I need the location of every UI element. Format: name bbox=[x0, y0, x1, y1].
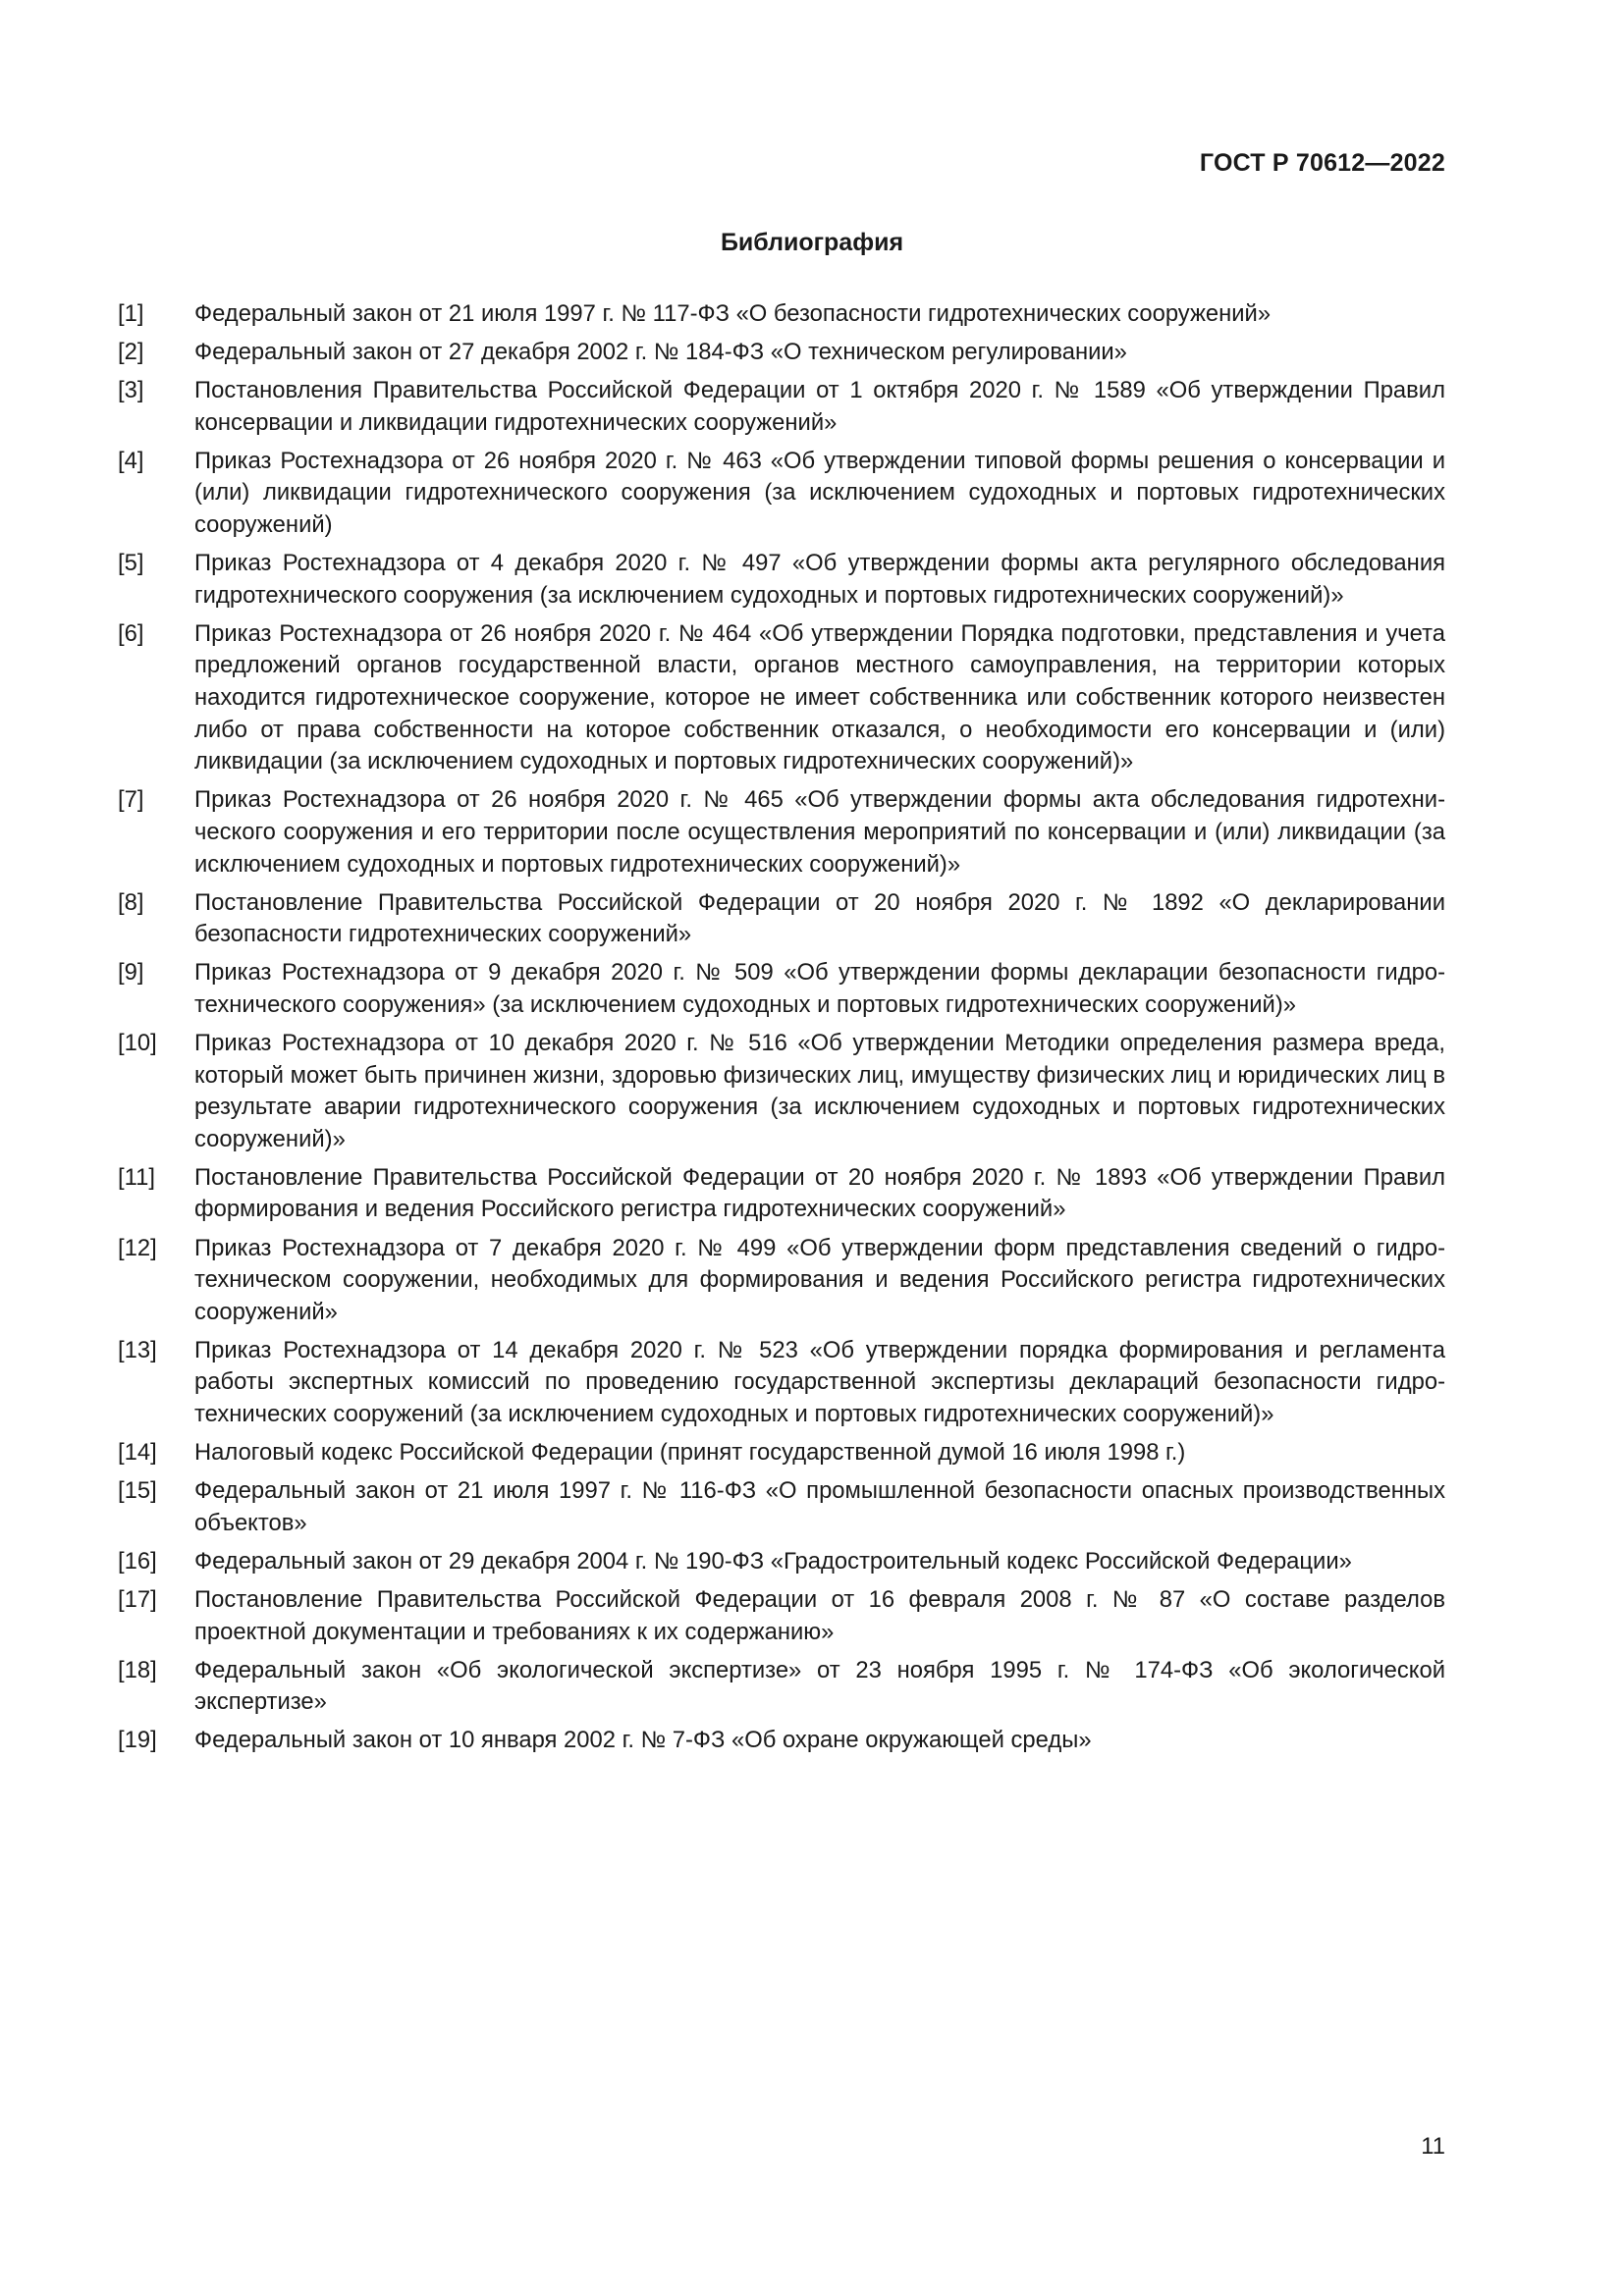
bibliography-text: Приказ Ростехнадзора от 26 ноября 2020 г. № 463 «Об утверждении типовой формы решения о консервации и (или) ликвидации гидротехнического сооружения (за исключением судоходных и портовых гидротехнических сооружений) bbox=[194, 447, 1445, 539]
bibliography-number: [6] bbox=[118, 619, 144, 647]
bibliography-text: Постановления Правительства Российской Федерации от 1 октября 2020 г. № 1589 «Об утверждении Правил консервации и ликвидации гидротехнических сооружений» bbox=[194, 377, 1445, 436]
bibliography-text: Приказ Ростехнадзора от 26 ноября 2020 г. № 464 «Об утверждении Порядка подготовки, представления и учета предложений органов государственной власти, органов местного самоуправления, на территории которых находится гидротехническое сооружение, которое не имеет собственника или собственник которого неизвестен либо от права собственности на которое собственник отказался, о необходимости его консервации и (или) ликвидации (за исключением судоходных и портовых гидротехнических сооружений)» bbox=[194, 619, 1445, 775]
bibliography-number: [4] bbox=[118, 447, 144, 474]
bibliography-number: [14] bbox=[118, 1439, 157, 1467]
bibliography-item bbox=[118, 1233, 1445, 1329]
bibliography-item bbox=[118, 1546, 1445, 1578]
bibliography-number: [11] bbox=[118, 1163, 155, 1191]
bibliography-item bbox=[118, 446, 1445, 542]
bibliography-item bbox=[118, 548, 1445, 612]
bibliography-text: Приказ Ростехнадзора от 9 декабря 2020 г. № 509 «Об утверждении формы декларации безопасности гидротехнического сооружения» (за исключением судоходных и портовых гидротехнических сооружений)» bbox=[194, 959, 1445, 1018]
bibliography-text: Приказ Ростехнадзора от 14 декабря 2020 г. № 523 «Об утверждении порядка формирования и регламента работы экспертных комиссий по проведению государственной экспертизы деклараций безопасности гидротехнических сооружений (за исключением судоходных и портовых гидротехнических сооружений)» bbox=[194, 1336, 1445, 1427]
bibliography-item bbox=[118, 1725, 1445, 1757]
document-code: ГОСТ Р 70612—2022 bbox=[1199, 149, 1445, 177]
bibliography-number: [2] bbox=[118, 339, 144, 366]
bibliography-list bbox=[118, 298, 1445, 1763]
bibliography-number: [5] bbox=[118, 550, 144, 577]
section-title: Библиография bbox=[720, 229, 904, 256]
bibliography-text: Приказ Ростехнадзора от 10 декабря 2020 г. № 516 «Об утверждении Методики определения размера вреда, который может быть причинен жизни, здоровью физических лиц, имуществу физических лиц и юридических лиц в результате аварии гидротехнического сооружения (за исключением судоходных и портовых гидротехнических сооружений)» bbox=[194, 1029, 1445, 1152]
bibliography-item bbox=[118, 1028, 1445, 1155]
bibliography-number: [17] bbox=[118, 1585, 157, 1613]
bibliography-item bbox=[118, 337, 1445, 369]
bibliography-number: [9] bbox=[118, 959, 144, 987]
bibliography-text: Постановление Правительства Российской Федерации от 20 ноября 2020 г. № 1892 «О декларировании безопасности гидротехнических сооружений» bbox=[194, 888, 1445, 948]
bibliography-text: Приказ Ростехнадзора от 7 декабря 2020 г. № 499 «Об утверждении форм представления сведений о гидротехническом сооружении, необходимых для формирования и ведения Российского регистра гидротехнических сооружений» bbox=[194, 1234, 1445, 1325]
bibliography-item bbox=[118, 957, 1445, 1021]
bibliography-number: [16] bbox=[118, 1547, 157, 1575]
bibliography-item bbox=[118, 887, 1445, 951]
bibliography-item bbox=[118, 1162, 1445, 1226]
bibliography-item bbox=[118, 1437, 1445, 1469]
bibliography-text: Федеральный закон от 29 декабря 2004 г. № 190-ФЗ «Градостроительный кодекс Российской Федерации» bbox=[194, 1547, 1352, 1575]
bibliography-number: [15] bbox=[118, 1477, 157, 1505]
bibliography-number: [3] bbox=[118, 377, 144, 404]
bibliography-text: Федеральный закон «Об экологической экспертизе» от 23 ноября 1995 г. № 174-ФЗ «Об экологической экспертизе» bbox=[194, 1656, 1445, 1716]
bibliography-item bbox=[118, 1584, 1445, 1648]
bibliography-number: [18] bbox=[118, 1656, 157, 1683]
bibliography-item bbox=[118, 1335, 1445, 1431]
bibliography-text: Приказ Ростехнадзора от 26 ноября 2020 г. № 465 «Об утверждении формы акта обследования гидротехнического сооружения и его территории после осуществления мероприятий по консервации и (или) ликвидации (за исключением судоходных и портовых гидротехнических сооружений)» bbox=[194, 786, 1445, 878]
bibliography-number: [12] bbox=[118, 1234, 157, 1261]
bibliography-text: Налоговый кодекс Российской Федерации (принят государственной думой 16 июля 1998 г.) bbox=[194, 1439, 1186, 1467]
page-number: 11 bbox=[1421, 2133, 1445, 2160]
bibliography-number: [10] bbox=[118, 1029, 157, 1056]
bibliography-text: Федеральный закон от 10 января 2002 г. № 7-ФЗ «Об охране окружающей среды» bbox=[194, 1727, 1092, 1754]
bibliography-text: Постановление Правительства Российской Федерации от 20 ноября 2020 г. № 1893 «Об утверждении Правил формирования и ведения Российского регистра гидротехнических сооружений» bbox=[194, 1163, 1445, 1223]
bibliography-text: Приказ Ростехнадзора от 4 декабря 2020 г. № 497 «Об утверждении формы акта регулярного обследования гидротехнического сооружения (за исключением судоходных и портовых гидротехнических сооружений)» bbox=[194, 550, 1445, 609]
bibliography-number: [7] bbox=[118, 786, 144, 814]
bibliography-text: Постановление Правительства Российской Федерации от 16 февраля 2008 г. № 87 «О составе разделов проектной документации и требованиях к их содержанию» bbox=[194, 1585, 1445, 1645]
bibliography-item bbox=[118, 1475, 1445, 1539]
bibliography-number: [13] bbox=[118, 1336, 157, 1363]
bibliography-number: [8] bbox=[118, 888, 144, 916]
bibliography-item bbox=[118, 618, 1445, 778]
bibliography-text: Федеральный закон от 27 декабря 2002 г. № 184-ФЗ «О техническом регулировании» bbox=[194, 339, 1127, 366]
bibliography-item bbox=[118, 298, 1445, 331]
bibliography-item bbox=[118, 1655, 1445, 1719]
bibliography-item bbox=[118, 375, 1445, 439]
bibliography-item bbox=[118, 784, 1445, 881]
bibliography-number: [1] bbox=[118, 300, 144, 327]
bibliography-text: Федеральный закон от 21 июля 1997 г. № 116-ФЗ «О промышленной безопасности опасных производственных объектов» bbox=[194, 1477, 1445, 1536]
bibliography-number: [19] bbox=[118, 1727, 157, 1754]
bibliography-text: Федеральный закон от 21 июля 1997 г. № 117-ФЗ «О безопасности гидротехнических сооружений» bbox=[194, 300, 1272, 327]
